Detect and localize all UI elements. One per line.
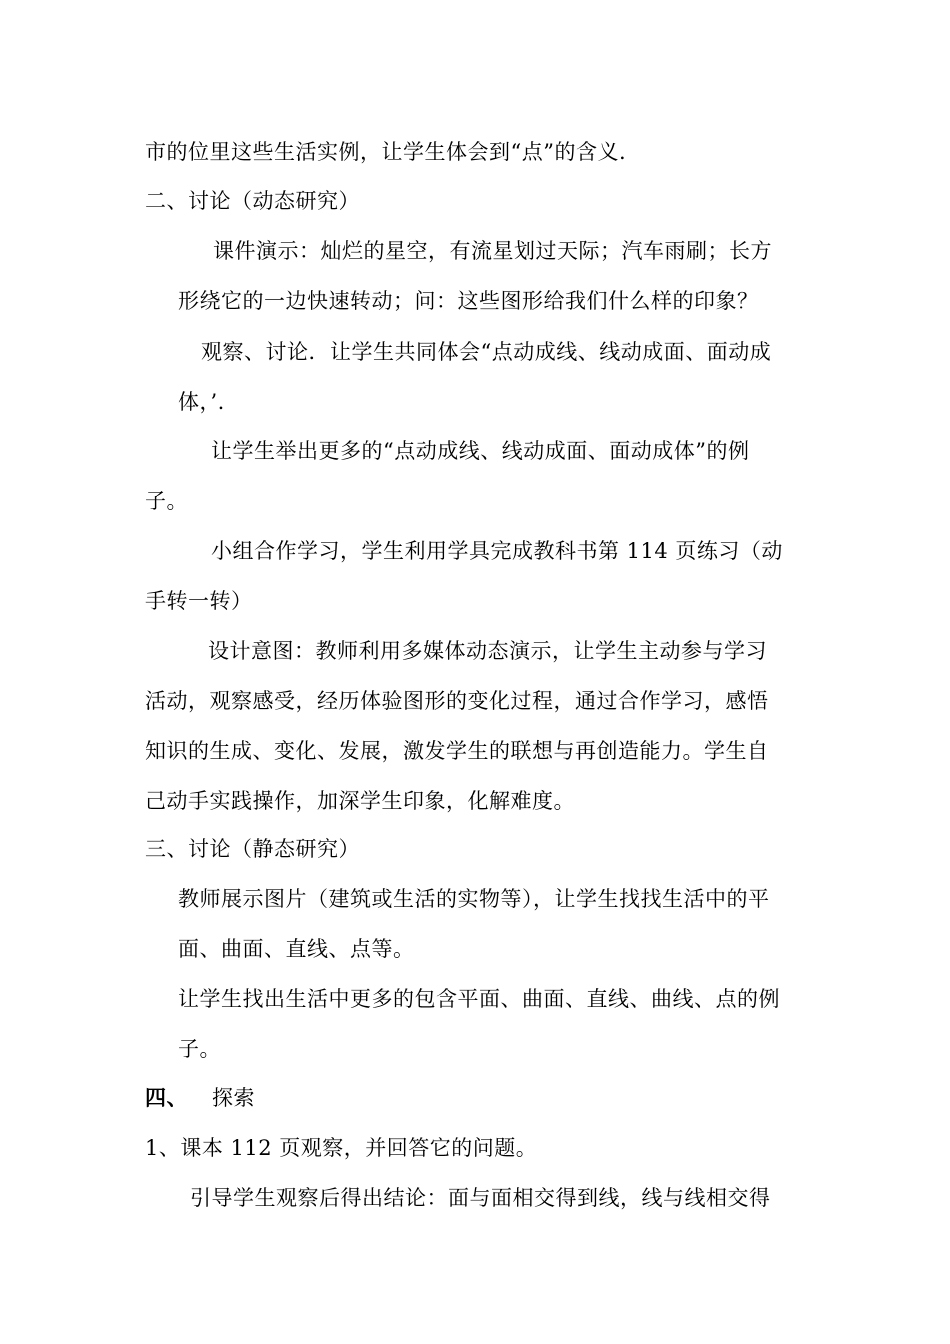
text-line-9: 小组合作学习，学生利用学具完成教科书第 114 页练习（动 — [211, 539, 783, 563]
section-heading-2: 二、讨论（动态研究） — [145, 189, 360, 213]
text-line-18: 让学生找出生活中更多的包含平面、曲面、直线、曲线、点的例 — [178, 987, 780, 1011]
text-line-17: 面、曲面、直线、点等。 — [178, 937, 415, 961]
text-line-23: 引导学生观察后得出结论：面与面相交得到线，线与线相交得 — [190, 1186, 771, 1210]
text-line-16: 教师展示图片（建筑或生活的实物等），让学生找找生活中的平 — [178, 887, 770, 911]
text-line-5: 观察、讨论．让学生共同体会“点动成线、线动成面、面动成 — [201, 340, 772, 364]
text-line-3: 课件演示：灿烂的星空，有流星划过天际；汽车雨刷；长方 — [213, 239, 772, 263]
text-line-14: 己动手实践操作，加深学生印象，化解难度。 — [145, 789, 575, 813]
text-line-8: 子。 — [145, 489, 188, 513]
text-line-13: 知识的生成、变化、发展，激发学生的联想与再创造能力。学生自 — [145, 739, 769, 763]
section-heading-4-number: 四、 — [145, 1085, 188, 1110]
section-heading-4-title: 探索 — [212, 1086, 255, 1110]
text-line-7: 让学生举出更多的“点动成线、线动成面、面动成体”的例 — [211, 439, 750, 463]
text-line-6: 体，’. — [178, 390, 225, 414]
section-heading-3: 三、讨论（静态研究） — [145, 837, 360, 861]
text-line-10: 手转一转） — [145, 589, 253, 613]
text-line-4: 形绕它的一边快速转动；问：这些图形给我们什么样的印象？ — [178, 289, 759, 313]
text-line-19: 子。 — [178, 1037, 221, 1061]
text-line-11: 设计意图：教师利用多媒体动态演示，让学生主动参与学习 — [208, 639, 767, 663]
text-line-22: 1、课本 112 页观察，并回答它的问题。 — [145, 1136, 538, 1160]
text-line-12: 活动，观察感受，经历体验图形的变化过程，通过合作学习，感悟 — [145, 689, 769, 713]
text-line-1: 市的位里这些生活实例，让学生体会到“点”的含义. — [145, 140, 627, 164]
